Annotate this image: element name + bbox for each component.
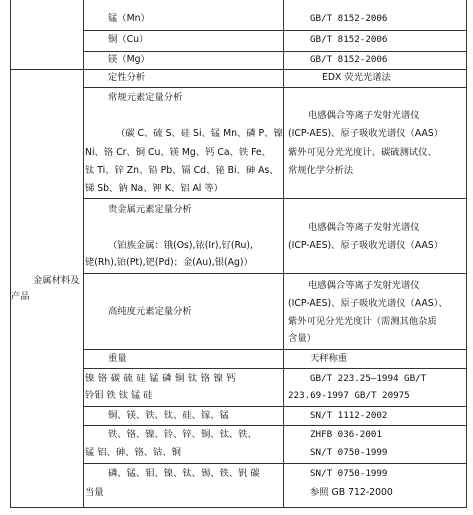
conventional-elements-line2: Ni、铬 Cr、铜 Cu、镁 Mg、钙 Ca、铁 Fe、 <box>85 147 271 158</box>
group2-elements-line2: 锰 铝、砷、铬、钴、铜 <box>85 447 181 458</box>
conventional-elements-line1: （碳 C、硫 S、硅 Si、锰 Mn、磷 P、镍 <box>116 128 283 139</box>
multi-method-line2: 223.69-1997 GB/T 20975 <box>288 390 410 401</box>
conventional-method-line2: (ICP-AES)、原子吸收光谱仪（AAS） <box>288 128 444 139</box>
row-divider <box>83 87 467 88</box>
purity-title: 高纯度元素定量分析 <box>108 306 192 317</box>
row-divider <box>83 463 467 464</box>
table-border-left <box>10 0 11 508</box>
row-divider <box>83 425 467 426</box>
conventional-method-line3: 紫外可见分光光度计、碳硫测试仪、 <box>288 147 437 158</box>
group1-elements: 铜、镁、铁、钛、硅、镓、锰 <box>108 410 229 421</box>
group3-method-line2: 参照 GB 712-2000 <box>310 487 393 498</box>
table-border-bottom <box>10 507 467 508</box>
row-divider <box>83 406 467 407</box>
group2-method-line1: ZHFB 036-2001 <box>310 429 382 440</box>
item-magnesium: 镁（Mg） <box>108 54 150 65</box>
purity-method-line4: 含量） <box>288 333 316 344</box>
row-divider <box>83 198 467 199</box>
column-divider-category <box>83 0 84 508</box>
method-qualitative: EDX 荧光光谱法 <box>322 72 391 83</box>
row-divider <box>83 51 467 52</box>
category-label-line2: 产品 <box>11 291 30 302</box>
row-divider <box>10 69 467 70</box>
method-magnesium: GB/T 8152-2006 <box>310 54 388 65</box>
weight-item: 重量 <box>108 353 127 364</box>
group2-elements-line1: 铁、铬、镍、铃、锌、铜、钛、铁、 <box>108 429 257 440</box>
category-label-line1: 金属材料及 <box>33 275 80 286</box>
item-qualitative: 定性分析 <box>108 72 146 83</box>
precious-elements-line1: （铂族金属：锇(Os),铱(Ir),钌(Ru), <box>108 240 253 251</box>
item-manganese: 锰（Mn） <box>108 13 150 24</box>
conventional-title: 常规元素定量分析 <box>108 92 183 103</box>
column-divider-method <box>283 0 284 508</box>
multi-elements-line2: 铃钼 铁 钛 锰 硅 <box>85 390 153 401</box>
multi-method-line1: GB/T 223.25—1994 GB/T <box>310 373 427 384</box>
row-divider <box>83 368 467 369</box>
multi-elements-line1: 镍 铬 碳 硫 硅 锰 磷 铜 钛 铬 镍 钙 <box>85 373 236 384</box>
method-manganese: GB/T 8152-2006 <box>310 13 388 24</box>
conventional-elements-line4: 锑 Sb、钠 Na、钾 K、铝 Al 等） <box>85 183 223 194</box>
conventional-elements-line3: 钛 Ti、锌 Zn、铅 Pb、镉 Cd、铋 Bi、砷 As、 <box>85 165 279 176</box>
table-border-right <box>466 0 467 508</box>
item-copper: 铜（Cu） <box>108 34 149 45</box>
weight-method: 天秤称重 <box>310 353 348 364</box>
purity-method-line3: 紫外可见分光光度计（需测其他杂质 <box>288 316 437 327</box>
group3-elements-line1: 磷、锰、钼、镍、钛、锡、铁、钒 碳 <box>108 468 260 479</box>
conventional-method-line4: 常规化学分析法 <box>288 165 354 176</box>
method-copper: GB/T 8152-2006 <box>310 34 388 45</box>
group3-elements-line2: 当量 <box>85 487 104 498</box>
conventional-method-line1: 电感偶合等离子发射光谱仪 <box>308 110 420 121</box>
precious-method-line2: (ICP-AES)、原子吸收光谱仪（AAS） <box>288 240 444 251</box>
group2-method-line2: SN/T 0750-1999 <box>310 447 388 458</box>
precious-method-line1: 电感偶合等离子发射光谱仪 <box>308 222 420 233</box>
group3-method-line1: SN/T 0750-1999 <box>310 468 388 479</box>
precious-title: 贵金属元素定量分析 <box>108 204 192 215</box>
row-divider <box>83 30 467 31</box>
purity-method-line2: (ICP-AES)、原子吸收光谱仪（AAS）、 <box>288 298 448 309</box>
row-divider <box>83 273 467 274</box>
group1-method: SN/T 1112-2002 <box>310 410 388 421</box>
purity-method-line1: 电感偶合等离子发射光谱仪 <box>308 280 420 291</box>
precious-elements-line2: 铑(Rh),铂(Pt),钯(Pd)；金(Au),银(Ag)） <box>85 257 253 268</box>
row-divider <box>83 349 467 350</box>
